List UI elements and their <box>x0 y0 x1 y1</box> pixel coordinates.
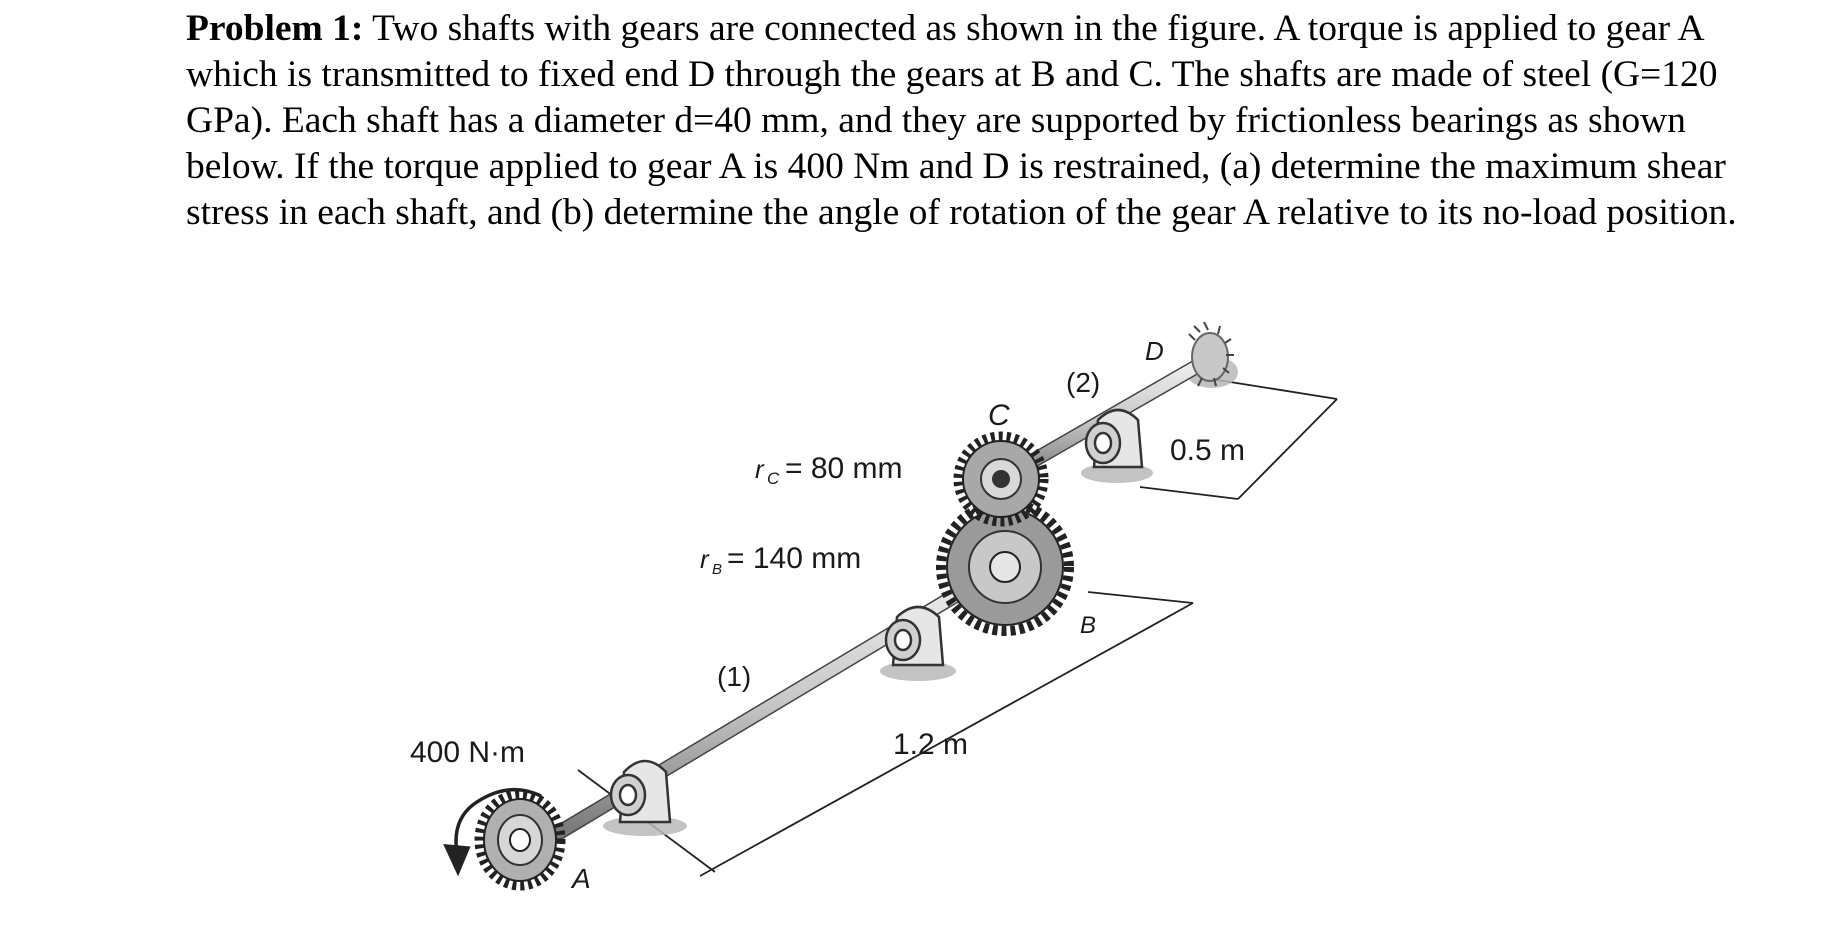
bearing-2 <box>886 607 943 665</box>
torque-label: 400 N·m <box>410 736 526 769</box>
point-d-label: D <box>1145 336 1164 366</box>
gear-c <box>958 436 1044 522</box>
rc-symbol: r <box>755 454 764 484</box>
length-2-label: 0.5 m <box>1170 434 1246 467</box>
bearing-1 <box>611 761 670 822</box>
gear-a <box>479 794 561 886</box>
rc-label: = 80 mm <box>785 452 903 485</box>
point-a-label: A <box>572 863 591 894</box>
rb-subscript: B <box>712 561 723 578</box>
shaft-2-label: (2) <box>1066 367 1101 398</box>
length-1-label: 1.2 m <box>893 728 969 761</box>
point-b-label: B <box>1080 612 1097 639</box>
point-c-label: C <box>988 399 1010 432</box>
gear-b <box>941 503 1069 631</box>
rb-symbol: r <box>700 544 709 574</box>
shaft-1-label: (1) <box>717 661 752 692</box>
rb-label: = 140 mm <box>727 542 862 575</box>
problem-body: Two shafts with gears are connected as shown in the figure. A torque is applied to gear A which is transmitted to fixed end D through the gears at B and C. The shafts are made of steel (G=120 GPa). Each shaft has a diameter d=40 mm, and they are supported by frictionless bearings as shown below. If the torque applied to gear A is 400 Nm and D is restrained, (a) determine the maximum shear stress in each shaft, and (b) determine the angle of rotation of the gear A relative to its no-load position. <box>186 8 1737 233</box>
rc-subscript: C <box>767 469 780 488</box>
ground-supports <box>603 356 1238 836</box>
problem-heading: Problem 1: <box>186 8 364 49</box>
